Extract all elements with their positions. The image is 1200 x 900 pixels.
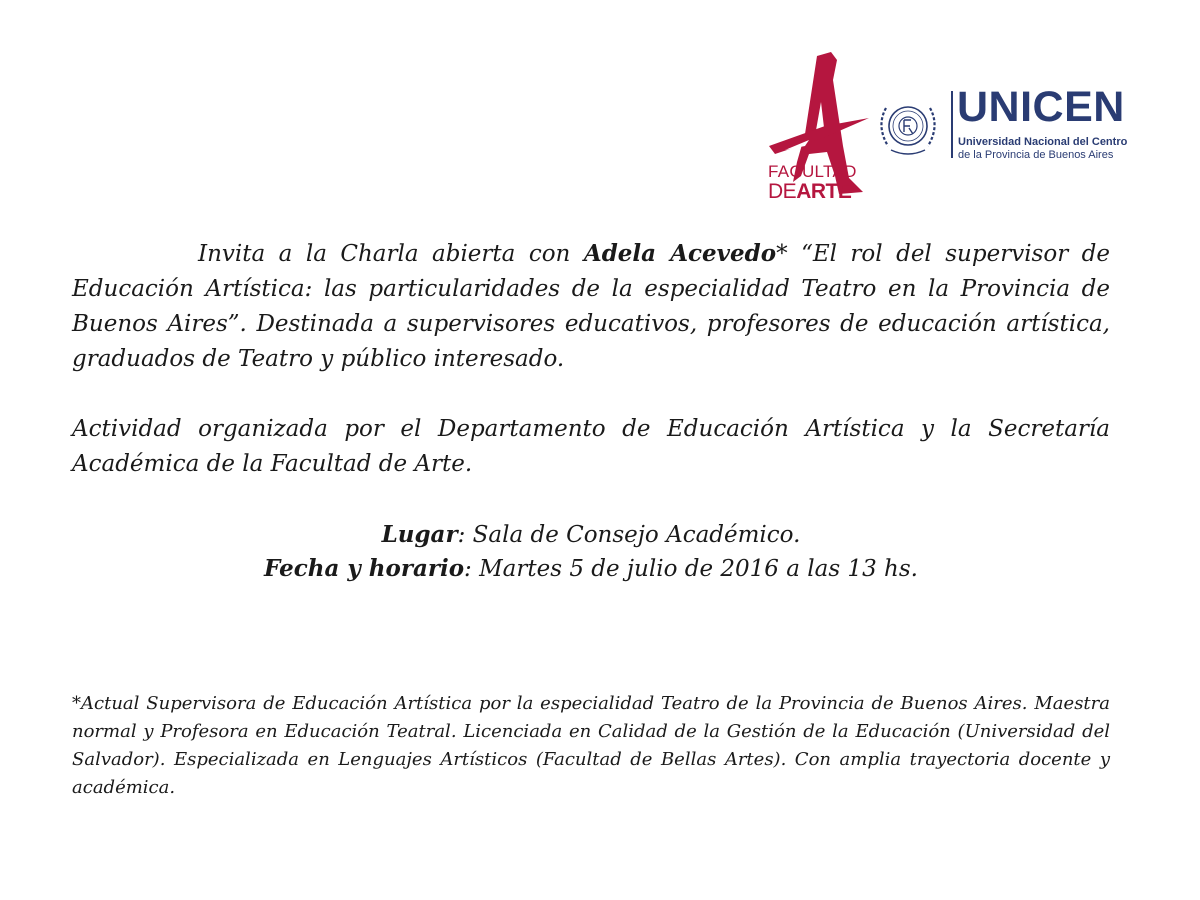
speaker-name: Adela Acevedo — [583, 240, 777, 267]
organizer-paragraph: Actividad organizada por el Departamento de Educación Artística y la Secretaría Académica de la Facultad de Arte. — [72, 416, 1110, 477]
facultad-label: FACULTAD — [768, 162, 857, 181]
unicen-subtitle — [958, 136, 1127, 162]
place-value: : Sala de Consejo Académico. — [457, 522, 801, 548]
invitation-paragraph — [72, 236, 1110, 377]
date-line — [72, 552, 1110, 586]
facultad-de-arte-wordmark — [768, 163, 857, 202]
date-value: : Martes 5 de julio de 2016 a las 13 hs. — [464, 556, 918, 582]
talk-description: * “El rol del supervisor de Educación Artística: las particularidades de la especialidad Teatro en la Provincia de Buenos Aires”. Destinada a supervisores educativos, profesores de educación artística, graduados de Teatro y público interesado. — [72, 241, 1110, 372]
header-logos — [765, 50, 1128, 210]
invitation-intro: Invita a la Charla abierta con — [198, 241, 584, 267]
event-details — [72, 518, 1110, 586]
facultad-de-arte-logo — [765, 50, 875, 205]
place-label: Lugar — [381, 521, 458, 548]
date-label: Fecha y horario — [264, 555, 465, 582]
logo-divider — [951, 91, 953, 158]
de-arte-label: DEARTE — [768, 180, 852, 203]
unicen-title: UNICEN — [957, 83, 1125, 131]
unicen-subtitle-line1: Universidad Nacional del Centro — [958, 136, 1128, 148]
invitation-body — [72, 236, 1110, 482]
speaker-footnote: *Actual Supervisora de Educación Artística por la especialidad Teatro de la Provincia de Buenos Aires. Maestra normal y Profesora en Educación Teatral. Licenciada en Calidad de la Gestión de la Educación (Universidad del Salvador). Especializada en Lenguajes Artísticos (Facultad de Bellas Artes). Con amplia trayectoria docente y académica. — [72, 693, 1110, 798]
unicen-subtitle-line2: de la Provincia de Buenos Aires — [958, 149, 1114, 161]
university-seal-icon — [873, 94, 943, 160]
place-line — [72, 518, 1110, 552]
